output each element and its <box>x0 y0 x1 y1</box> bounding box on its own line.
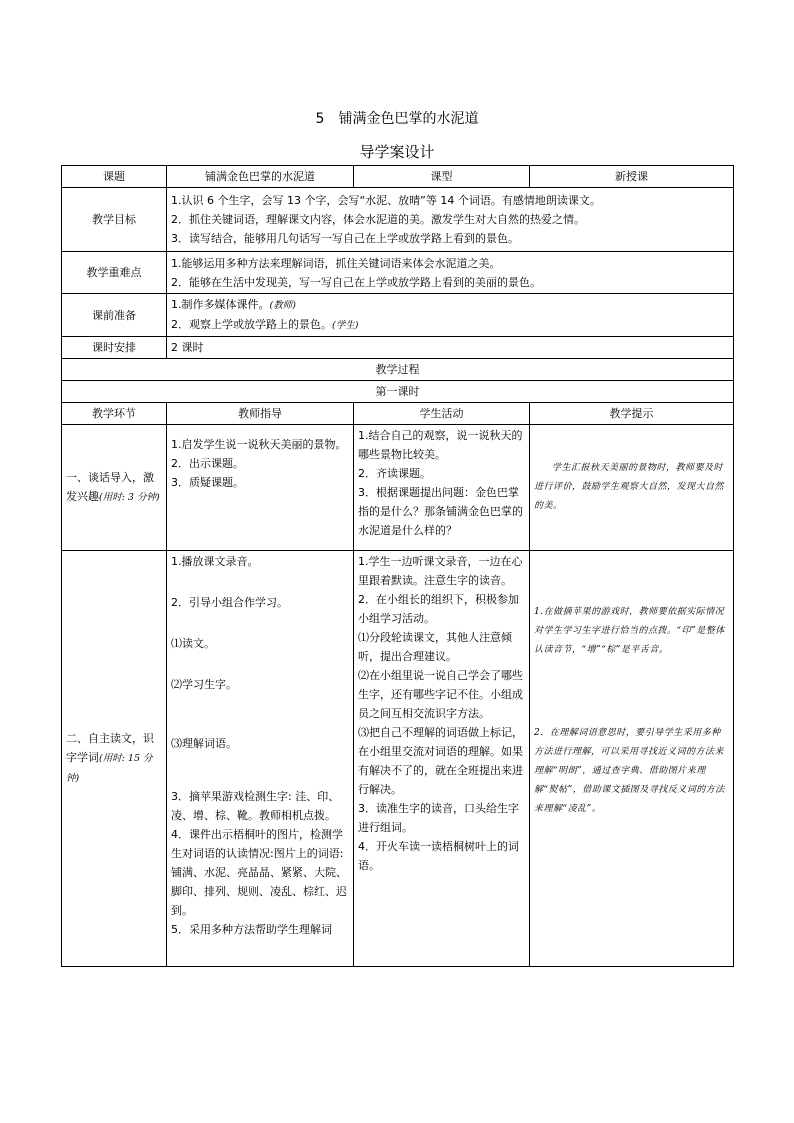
prep-note: (教师) <box>269 300 296 311</box>
student-step: 1.结合自己的观察，说一说秋天的哪些景物比较美。 <box>358 429 523 461</box>
schedule-value: 2 课时 <box>167 337 734 359</box>
stage-note: (用时: 3 分钟) <box>99 492 160 503</box>
key-point-item: 1.能够运用多种方法来理解词语，抓住关键词语来体会水泥道之美。 <box>171 256 501 270</box>
teacher-step: 3．摘苹果游戏检测生字: 洼、印、凌、增、棕、靴。教师相机点拨。 <box>171 790 340 822</box>
teacher-step: 1.启发学生说一说秋天美丽的景物。 <box>171 438 347 451</box>
teacher-cell <box>167 551 354 967</box>
teacher-step: 3．质疑课题。 <box>171 476 244 489</box>
lesson-title: 铺满金色巴掌的水泥道 <box>338 111 479 127</box>
goal-item: 3．读写结合，能够用几句话写一写自己在上学或放学路上看到的景色。 <box>171 232 519 245</box>
stage-title: 二、自主读文，识字学词 <box>66 732 154 764</box>
teacher-step: 5．采用多种方法帮助学生理解词 <box>171 923 332 936</box>
student-step: 3．读准生字的读音，口头给生字进行组词。 <box>358 802 519 834</box>
header-student: 学生活动 <box>354 403 530 425</box>
teacher-step: ⑴读文。 <box>171 637 215 650</box>
prep-cell <box>167 294 734 337</box>
tip-text: 学生汇报秋天美丽的景物时，教师要及时进行评价，鼓励学生观察大自然，发现大自然的美。 <box>534 463 725 511</box>
period-row <box>62 381 734 403</box>
stage-title: 一、谈话导入，激发兴趣 <box>66 471 154 503</box>
lesson-number: 5 <box>315 111 325 127</box>
key-points-cell <box>167 252 734 294</box>
process-title-row <box>62 359 734 381</box>
student-step: ⑵在小组里说一说自己学会了哪些生字，还有哪些字记不住。小组成员之间互相交流识字方法。 <box>358 669 523 720</box>
prep-item: 1.制作多媒体课件。(教师) <box>171 298 296 311</box>
key-points-row <box>62 252 734 294</box>
tip-text: 2．在理解词语意思时，要引导学生采用多种方法进行理解，可以采用寻找近义词的方法来理解“明朗”，通过查字典、借助图片来理解“熨帖”，借助课文插图及寻找反义词的方法来理解“凌乱”。 <box>534 728 725 814</box>
schedule-label: 课时安排 <box>62 337 167 359</box>
tip-text: 1.在做摘苹果的游戏时，教师要依据实际情况对学生学习生字进行恰当的点拨。“印”是整体认读音节，“增”“棕”是平舌音。 <box>534 607 725 655</box>
prep-item: 2．观察上学或放学路上的景色。(学生) <box>171 318 359 331</box>
teacher-step: 1.播放课文录音。 <box>171 555 259 568</box>
student-step: ⑴分段轮读课文，其他人注意倾听，提出合理建议。 <box>358 631 512 663</box>
student-step: 1.学生一边听课文录音，一边在心里跟着默读。注意生字的读音。 <box>358 555 523 587</box>
prep-row <box>62 294 734 337</box>
teacher-step: 4．课件出示梧桐叶的图片，检测学生对词语的认读情况:图片上的词语: 铺满、水泥、亮晶晶、紧紧、大院、脚印、排列、规则、凌乱、棕红、迟到。 <box>171 828 347 917</box>
teacher-step: ⑶理解词语。 <box>171 737 237 750</box>
stage-cell <box>62 551 167 967</box>
document-subtitle: 导学案设计 <box>359 143 435 161</box>
table-row <box>62 551 734 967</box>
topic-label: 课题 <box>62 166 167 188</box>
header-stage: 教学环节 <box>62 403 167 425</box>
key-point-item: 2．能够在生活中发现美，写一写自己在上学或放学路上看到的美丽的景色。 <box>171 275 541 289</box>
student-step: 2．齐读课题。 <box>358 467 431 480</box>
process-title: 教学过程 <box>62 359 734 381</box>
table-row <box>62 425 734 551</box>
goals-label: 教学目标 <box>62 188 167 252</box>
schedule-row <box>62 337 734 359</box>
student-step: 2．在小组长的组织下，积极参加小组学习活动。 <box>358 593 519 625</box>
student-cell <box>354 425 530 551</box>
teacher-cell <box>167 425 354 551</box>
stage-cell <box>62 425 167 551</box>
goal-item: 2．抓住关键词语，理解课文内容，体会水泥道的美。激发学生对大自然的热爱之情。 <box>171 213 585 226</box>
teacher-step: ⑵学习生字。 <box>171 678 237 691</box>
goals-row <box>62 188 734 252</box>
student-step: ⑶把自己不理解的词语做上标记，在小组里交流对词语的理解。如果有解决不了的，就在全班提出来进行解决。 <box>358 726 523 796</box>
process-header-row <box>62 403 734 425</box>
tip-cell <box>530 425 734 551</box>
lesson-title-line <box>0 108 794 128</box>
teacher-step: 2．引导小组合作学习。 <box>171 596 288 609</box>
teacher-step: 2．出示课题。 <box>171 457 244 470</box>
student-step: 4．开火车读一读梧桐树叶上的词语。 <box>358 840 519 872</box>
type-value: 新授课 <box>530 166 734 188</box>
goal-item: 1.认识 6 个生字，会写 13 个字，会写“水泥、放晴”等 14 个词语。有感情地朗读课文。 <box>171 194 601 207</box>
goals-cell <box>167 188 734 252</box>
topic-value: 铺满金色巴掌的水泥道 <box>167 166 354 188</box>
header-tips: 教学提示 <box>530 403 734 425</box>
type-label: 课型 <box>354 166 530 188</box>
period-title: 第一课时 <box>62 381 734 403</box>
student-step: 3．根据课题提出问题：金色巴掌指的是什么？那条铺满金色巴掌的水泥道是什么样的？ <box>358 486 523 537</box>
student-cell <box>354 551 530 967</box>
prep-note: (学生) <box>332 320 359 331</box>
key-points-label: 教学重难点 <box>62 252 167 294</box>
tip-cell <box>530 551 734 967</box>
stage-note: (用时: 15 分钟) <box>66 753 153 784</box>
header-teacher: 教师指导 <box>167 403 354 425</box>
prep-label: 课前准备 <box>62 294 167 337</box>
topic-row <box>62 166 734 188</box>
lesson-plan-table <box>61 165 734 967</box>
